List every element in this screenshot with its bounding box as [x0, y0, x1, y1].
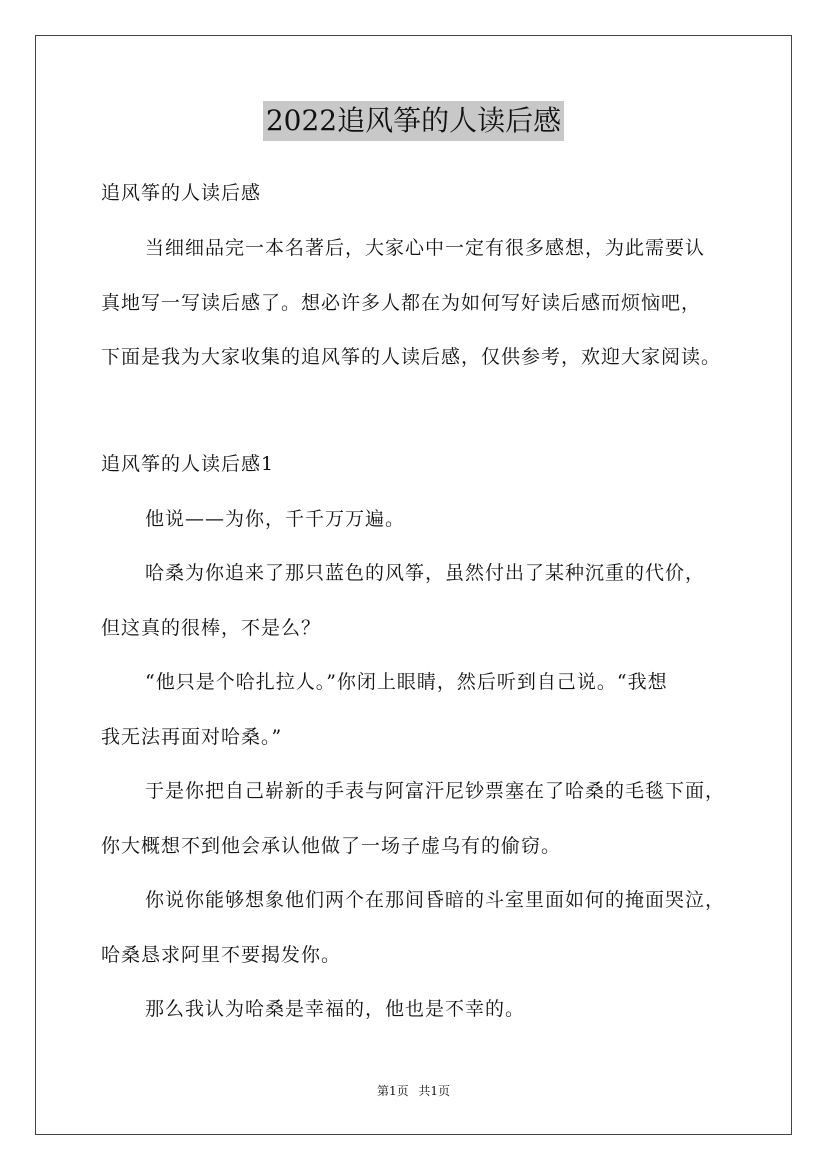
body-line: 我无法再面对哈桑。”: [101, 726, 283, 748]
body-line: 哈桑恳求阿里不要揭发你。: [101, 944, 342, 966]
page-number-total: 共1页: [418, 1084, 451, 1098]
body-line: 于是你把自己崭新的手表与阿富汗尼钞票塞在了哈桑的毛毯下面，: [145, 780, 726, 802]
intro-line: 当细细品完一本名著后，大家心中一定有很多感想，为此需要认: [145, 237, 706, 259]
body-line: 哈桑为你追来了那只蓝色的风筝，虽然付出了某种沉重的代价，: [145, 562, 706, 584]
section-heading: 追风筝的人读后感1: [101, 453, 275, 475]
body-line: 你大概想不到他会承认他做了一场子虚乌有的偷窃。: [101, 835, 562, 857]
document-subtitle: 追风筝的人读后感: [101, 182, 262, 204]
body-line: 那么我认为哈桑是幸福的，他也是不幸的。: [145, 998, 526, 1020]
body-line: 他说——为你，千千万万遍。: [145, 508, 406, 530]
body-line: “他只是个哈扎拉人。”你闭上眼睛，然后听到自己说。“我想: [145, 671, 668, 693]
intro-line: 下面是我为大家收集的追风筝的人读后感，仅供参考，欢迎大家阅读。: [101, 346, 722, 368]
body-line: 但这真的很棒，不是么？: [101, 617, 322, 639]
body-line: 你说你能够想象他们两个在那间昏暗的斗室里面如何的掩面哭泣，: [145, 889, 726, 911]
document-title: 2022追风筝的人读后感: [263, 101, 564, 141]
page-number-current: 第1页: [376, 1084, 409, 1098]
page-footer: [0, 1083, 827, 1099]
intro-line: 真地写一写读后感了。想必许多人都在为如何写好读后感而烦恼吧，: [101, 292, 702, 314]
title-container: [0, 101, 827, 141]
